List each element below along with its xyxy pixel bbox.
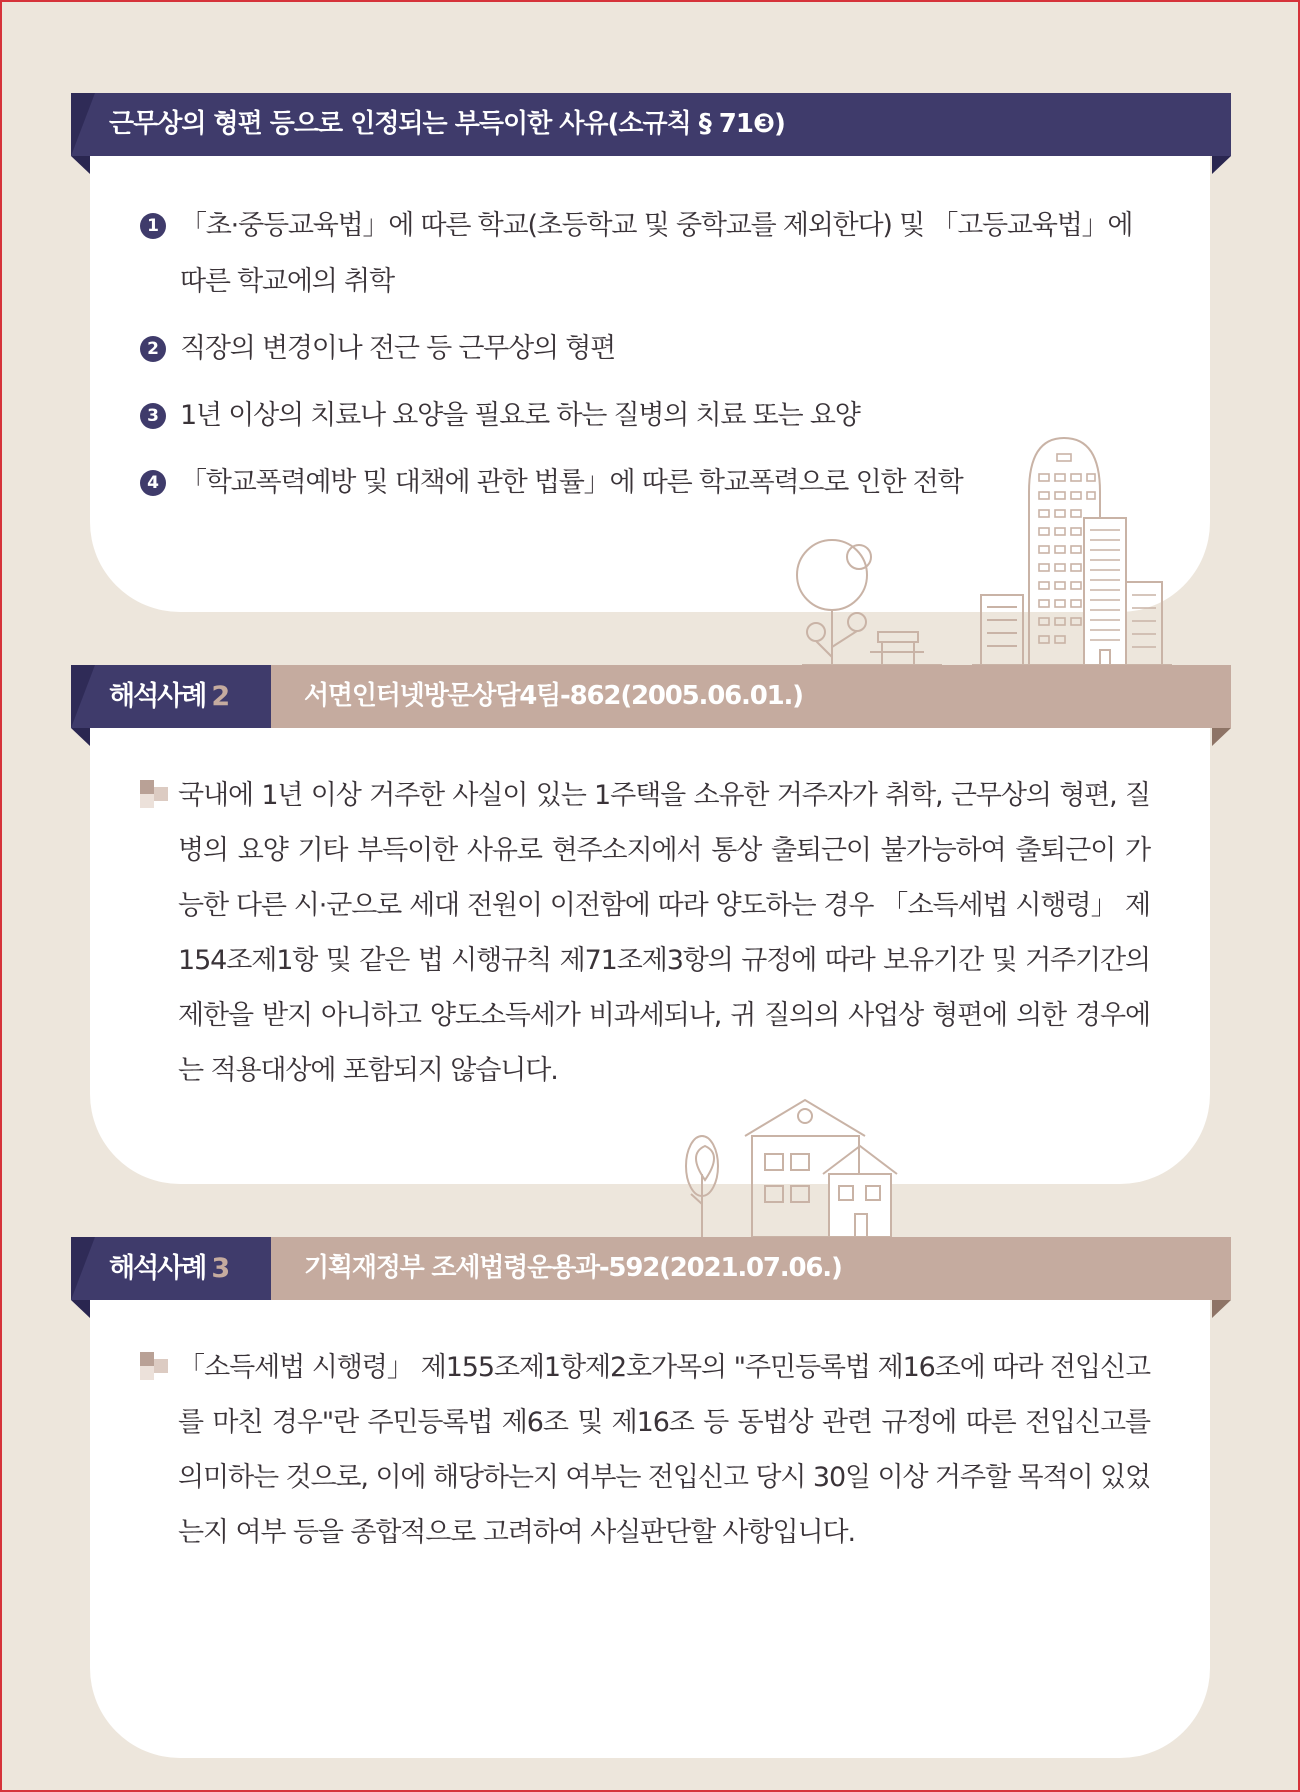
case-2-body	[140, 768, 1150, 1098]
case-number: 2	[211, 681, 229, 712]
list-item-text: 직장의 변경이나 전근 등 근무상의 형편	[180, 333, 616, 364]
case-number: 3	[211, 1253, 229, 1284]
section-title: 근무상의 형편 등으로 인정되는 부득이한 사유(소규칙 § 71❸)	[71, 93, 1231, 156]
case-2-header	[71, 665, 1231, 728]
list-item	[140, 198, 1140, 310]
case-label	[71, 665, 271, 728]
list-item	[140, 321, 1140, 377]
case-3-card	[90, 1300, 1210, 1758]
number-badge: 3	[140, 403, 166, 429]
case-reference: 서면인터넷방문상담4팀-862(2005.06.01.)	[271, 665, 1231, 728]
header-fold-right	[1212, 728, 1231, 746]
city-illustration-icon	[782, 432, 1182, 668]
case-label-text: 해석사례	[109, 681, 206, 712]
case-reference: 기획재정부 조세법령운용과-592(2021.07.06.)	[271, 1237, 1231, 1300]
case-3-body	[140, 1340, 1150, 1560]
header-fold-left	[71, 728, 90, 746]
case-label	[71, 1237, 271, 1300]
square-bullet-icon	[140, 1352, 178, 1382]
house-illustration-icon	[677, 1094, 917, 1238]
header-fold-left	[71, 1300, 90, 1318]
page	[2, 2, 1298, 1790]
list-item-text: 1년 이상의 치료나 요양을 필요로 하는 질병의 치료 또는 요양	[180, 400, 860, 431]
header-fold-right	[1212, 1300, 1231, 1318]
header-fold-left	[71, 156, 90, 174]
case-2-text: 국내에 1년 이상 거주한 사실이 있는 1주택을 소유한 거주자가 취학, 근무상의 형편, 질병의 요양 기타 부득이한 사유로 현주소지에서 통상 출퇴근이 불가능하여 출퇴근이 가능한 다른 시·군으로 세대 전원이 이전함에 따라 양도하는 경우 「소득세법 시행령」 제154조제1항 및 같은 법 시행규칙 제71조제3항의 규정에 따라 보유기간 및 거주기간의 제한을 받지 아니하고 양도소득세가 비과세되나, 귀 질의의 사업상 형편에 의한 경우에는 적용대상에 포함되지 않습니다.	[178, 780, 1150, 1086]
header-fold-right	[1212, 156, 1231, 174]
list-item-text: 「학교폭력예방 및 대책에 관한 법률」에 따른 학교폭력으로 인한 전학	[180, 467, 963, 498]
number-badge: 4	[140, 470, 166, 496]
list-item-text: 「초·중등교육법」에 따른 학교(초등학교 및 중학교를 제외한다) 및 「고등교육법」에 따른 학교에의 취학	[180, 210, 1133, 297]
case-label-text: 해석사례	[109, 1253, 206, 1284]
number-badge: 2	[140, 336, 166, 362]
case-3-header	[71, 1237, 1231, 1300]
case-3-text: 「소득세법 시행령」 제155조제1항제2호가목의 "주민등록법 제16조에 따라 전입신고를 마친 경우"란 주민등록법 제6조 및 제16조 등 동법상 관련 규정에 따른 전입신고를 의미하는 것으로, 이에 해당하는지 여부는 전입신고 당시 30일 이상 거주할 목적이 있었는지 여부 등을 종합적으로 고려하여 사실판단할 사항입니다.	[178, 1352, 1150, 1548]
square-bullet-icon	[140, 780, 178, 810]
case-2-card	[90, 728, 1210, 1184]
number-badge: 1	[140, 213, 166, 239]
